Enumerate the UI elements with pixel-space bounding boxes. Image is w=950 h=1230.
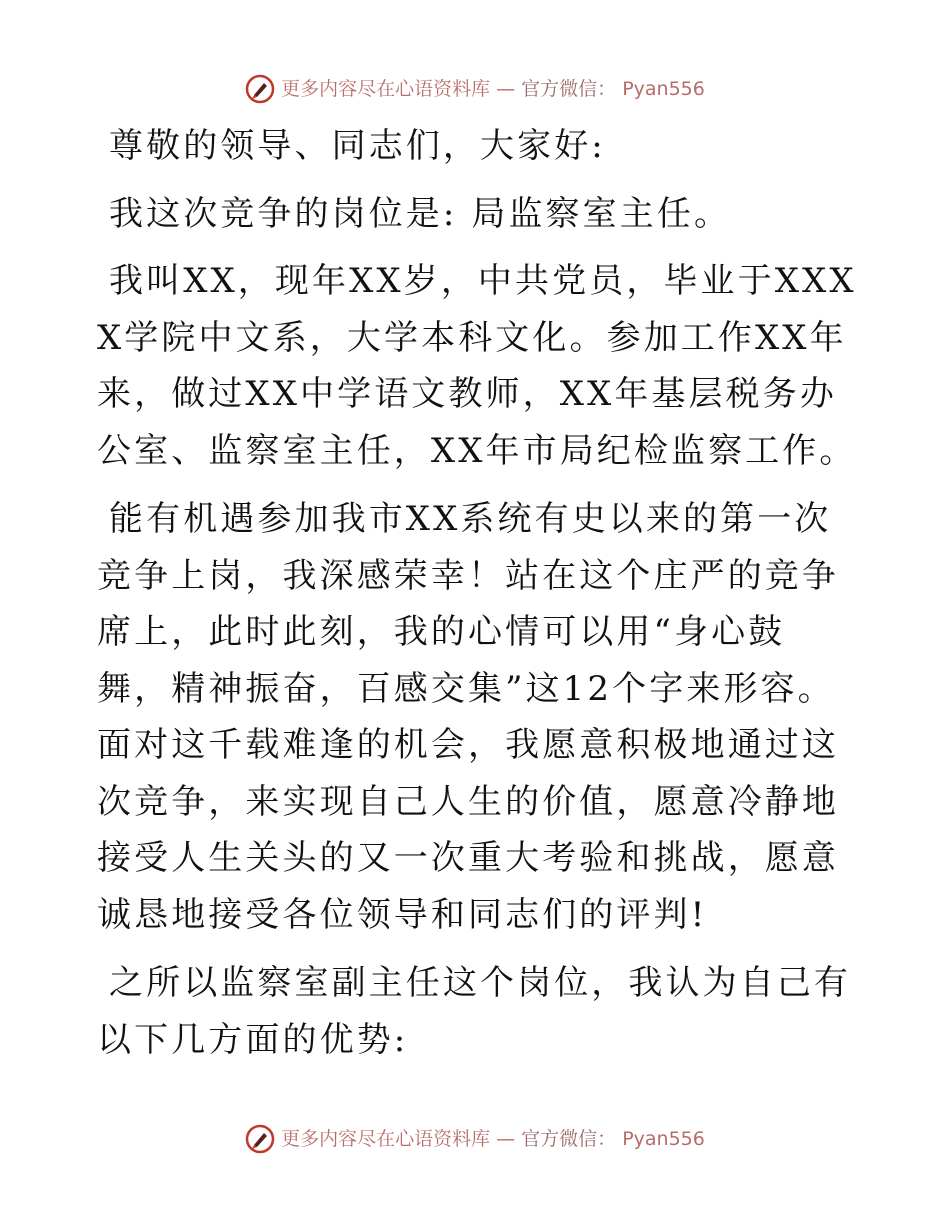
paragraph-feelings: 能有机遇参加我市XX系统有史以来的第一次竞争上岗，我深感荣幸！站在这个庄严的竞争席上，此时此刻，我的心情可以用“身心鼓舞，精神振奋，百感交集”这12个字来形容。面对这千载难逢的机会，我愿意积极地通过这次竞争，来实现自己人生的价值，愿意冷静地接受人生关头的又一次重大考验和挑战，愿意诚恳地接受各位领导和同志们的评判! (97, 499, 839, 935)
header-watermark (0, 74, 950, 104)
paragraph-advantages: 之所以监察室副主任这个岗位，我认为自己有以下几方面的优势: (97, 963, 851, 1060)
watermark-dash: — (496, 1128, 516, 1150)
watermark-id: Pyan556 (622, 78, 705, 100)
watermark-dash: — (496, 78, 516, 100)
watermark-brand: 更多内容尽在心语资料库 (281, 78, 491, 100)
watermark-id: Pyan556 (622, 1128, 705, 1150)
pen-logo-icon (245, 1124, 275, 1154)
watermark-label: 官方微信： (521, 1128, 617, 1150)
footer-watermark (0, 1124, 950, 1154)
paragraph-background: 我叫XX，现年XX岁，中共党员，毕业于XXXX学院中文系，大学本科文化。参加工作XX年来，做过XX中学语文教师，XX年基层税务办公室、监察室主任，XX年市局纪检监察工作。 (97, 261, 857, 471)
pen-logo-icon (245, 74, 275, 104)
paragraph-position: 我这次竞争的岗位是: 局监察室主任。 (109, 193, 732, 234)
watermark-brand: 更多内容尽在心语资料库 (281, 1128, 491, 1150)
watermark-label: 官方微信： (521, 78, 617, 100)
paragraph-greeting: 尊敬的领导、同志们，大家好: (109, 126, 606, 166)
document-body (97, 118, 857, 1068)
